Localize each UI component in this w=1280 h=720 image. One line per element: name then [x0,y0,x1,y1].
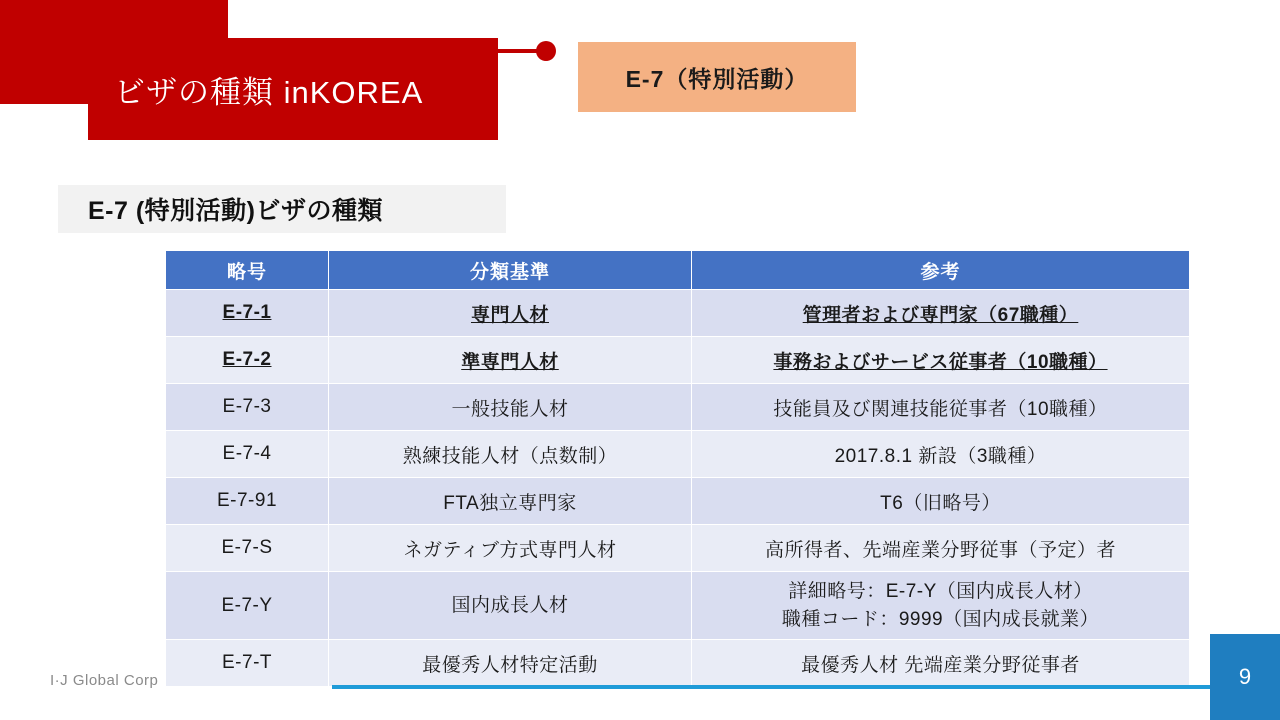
page-number-badge: 9 [1210,634,1280,720]
cell-code: E-7-T [166,640,329,687]
cell-code: E-7-91 [166,478,329,525]
cell-note: 技能員及び関連技能従事者（10職種） [692,384,1190,431]
cell-code: E-7-S [166,525,329,572]
page-title: ビザの種類 inKOREA [114,74,424,110]
cell-note: T6（旧略号） [692,478,1190,525]
cell-note: 2017.8.1 新設（3職種） [692,431,1190,478]
cell-criteria: FTA独立専門家 [329,478,692,525]
table-header-note: 参考 [692,251,1190,290]
table-row [166,337,1190,384]
cell-note: 管理者および専門家（67職種） [692,290,1190,337]
visa-types-table [165,250,1190,687]
table-header-code: 略号 [166,251,329,290]
table-row [166,384,1190,431]
footer-rule [332,685,1210,689]
table-header-row [166,251,1190,290]
section-heading-label: E-7 (特別活動)ビザの種類 [88,197,384,225]
visa-types-table-wrap [165,250,1180,687]
cell-criteria: 熟練技能人材（点数制） [329,431,692,478]
cell-note: 最優秀人材 先端産業分野従事者 [692,640,1190,687]
cell-code: E-7-1 [166,290,329,337]
cell-criteria: ネガティブ方式専門人材 [329,525,692,572]
topic-chip [578,42,856,112]
slide-title-box [88,38,498,140]
table-row [166,431,1190,478]
cell-criteria: 国内成長人材 [329,572,692,640]
table-header-criteria: 分類基準 [329,251,692,290]
cell-criteria: 準専門人材 [329,337,692,384]
cell-note: 事務およびサービス従事者（10職種） [692,337,1190,384]
cell-note: 詳細略号：E-7-Y（国内成長人材） 職種コード：9999（国内成長就業） [692,572,1190,640]
cell-criteria: 専門人材 [329,290,692,337]
cell-note: 高所得者、先端産業分野従事（予定）者 [692,525,1190,572]
cell-code: E-7-4 [166,431,329,478]
table-row [166,640,1190,687]
cell-criteria: 一般技能人材 [329,384,692,431]
section-heading [58,185,506,233]
footer-brand: I·J Global Corp [50,672,159,689]
cell-code: E-7-2 [166,337,329,384]
table-row [166,525,1190,572]
connector-dot-icon [536,41,556,61]
cell-criteria: 最優秀人材特定活動 [329,640,692,687]
table-row [166,572,1190,640]
table-row [166,478,1190,525]
cell-code: E-7-3 [166,384,329,431]
topic-chip-label: E-7（特別活動） [625,65,809,92]
table-row [166,290,1190,337]
cell-code: E-7-Y [166,572,329,640]
